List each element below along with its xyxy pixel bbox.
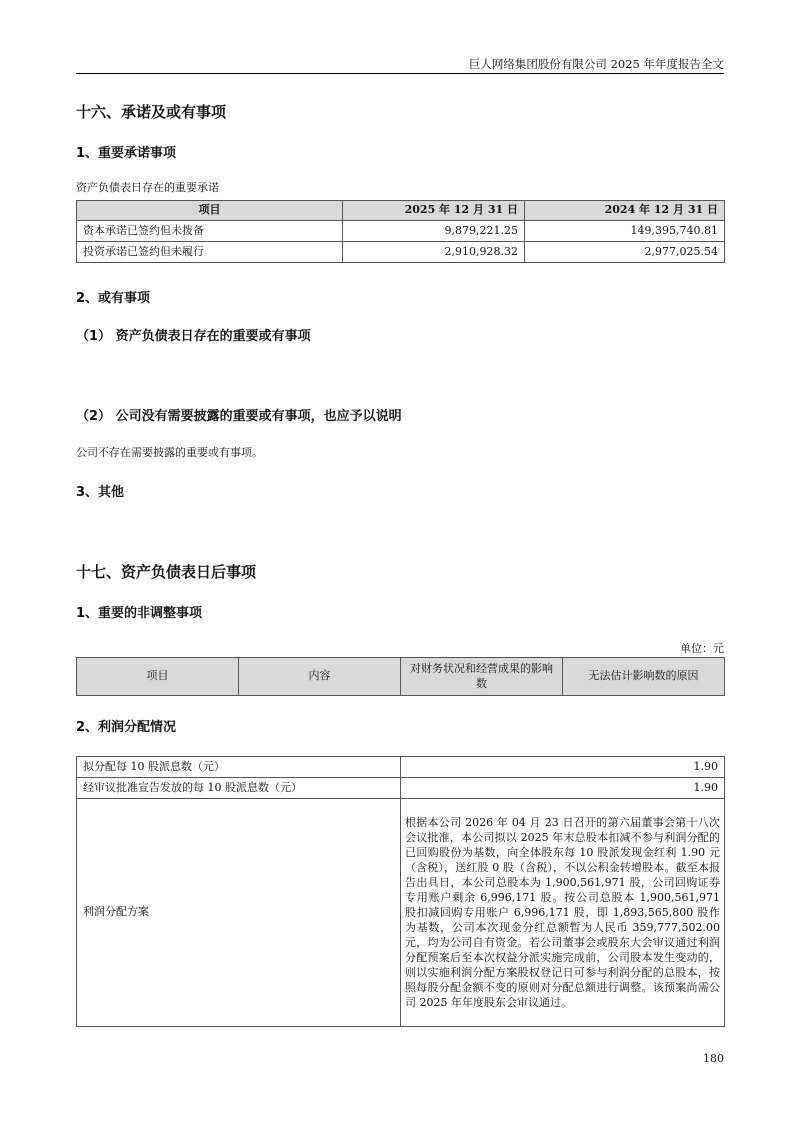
section-16-1-title: 1、重要承诺事项 (76, 146, 177, 161)
section-17-title: 十七、资产负债表日后事项 (76, 563, 257, 581)
profit-distribution-table (76, 756, 725, 1027)
cell-2024: 149,395,740.81 (525, 221, 725, 242)
page-header-title: 巨人网络集团股份有限公司 2025 年年度报告全文 (468, 57, 724, 71)
col-header-item: 项目 (77, 658, 239, 696)
cell-value: 1.90 (401, 778, 725, 799)
cell-2025: 2,910,928.32 (343, 242, 525, 263)
table-header-row (77, 658, 725, 696)
table-row (77, 221, 725, 242)
table-row (77, 778, 725, 799)
table-row (77, 757, 725, 778)
table-header-row (77, 201, 725, 221)
unit-label: 单位：元 (680, 642, 724, 655)
col-header-item: 项目 (77, 201, 343, 221)
header-rule (76, 73, 724, 74)
cell-label: 经审议批准宣告发放的每 10 股派息数（元） (77, 778, 401, 799)
col-header-2024: 2024 年 12 月 31 日 (525, 201, 725, 221)
cell-2025: 9,879,221.25 (343, 221, 525, 242)
section-16-2-1-title: （1） 资产负债表日存在的重要或有事项 (76, 329, 311, 344)
cell-item: 投资承诺已签约但未履行 (77, 242, 343, 263)
non-adjusting-events-table (76, 657, 725, 696)
cell-item: 资本承诺已签约但未拨备 (77, 221, 343, 242)
page-number: 180 (703, 1052, 724, 1065)
section-16-title: 十六、承诺及或有事项 (76, 103, 227, 121)
section-17-1-title: 1、重要的非调整事项 (76, 606, 203, 621)
col-header-reason: 无法估计影响数的原因 (563, 658, 725, 696)
cell-label: 拟分配每 10 股派息数（元） (77, 757, 401, 778)
cell-plan-text: 根据本公司 2026 年 04 月 23 日召开的第六届董事会第十八次会议批准，本公司拟以 2025 年末总股本扣减不参与利润分配的已回购股份为基数，向全体股东每 10 股派发现金红利 1.90 元（含税），送红股 0 股（含税），不以公积金转增股本。截至本报告出具日，本公司总股本为 1,900,561,971 股，公司回购证券专用账户剩余 6,996,171 股。按公司总股本 1,900,561,971 股扣减回购专用账户 6,996,171 股，即 1,893,565,800 股作为基数，公司本次现金分红总额暂为人民币 359,777,502.00 元，均为公司自有资金。若公司董事会或股东大会审议通过利润分配预案后至本次权益分派实施完成前，公司股本发生变动的，则以实施利润分配方案股权登记日可参与利润分配的总股本，按照每股分配金额不变的原则对分配总额进行调整。该预案尚需公司 2025 年年度股东会审议通过。 (401, 799, 725, 1027)
cell-2024: 2,977,025.54 (525, 242, 725, 263)
cell-plan-label: 利润分配方案 (77, 799, 401, 1027)
table-row (77, 242, 725, 263)
col-header-impact: 对财务状况和经营成果的影响数 (401, 658, 563, 696)
section-16-2-2-title: （2） 公司没有需要披露的重要或有事项，也应予以说明 (76, 409, 402, 424)
commitments-caption: 资产负债表日存在的重要承诺 (76, 181, 219, 194)
table-row (77, 799, 725, 1027)
col-header-2025: 2025 年 12 月 31 日 (343, 201, 525, 221)
col-header-content: 内容 (239, 658, 401, 696)
cell-value: 1.90 (401, 757, 725, 778)
section-16-3-title: 3、其他 (76, 485, 125, 500)
no-contingency-text: 公司不存在需要披露的重要或有事项。 (76, 446, 263, 459)
section-16-2-title: 2、或有事项 (76, 291, 151, 306)
section-17-2-title: 2、利润分配情况 (76, 720, 177, 735)
commitments-table (76, 200, 725, 263)
